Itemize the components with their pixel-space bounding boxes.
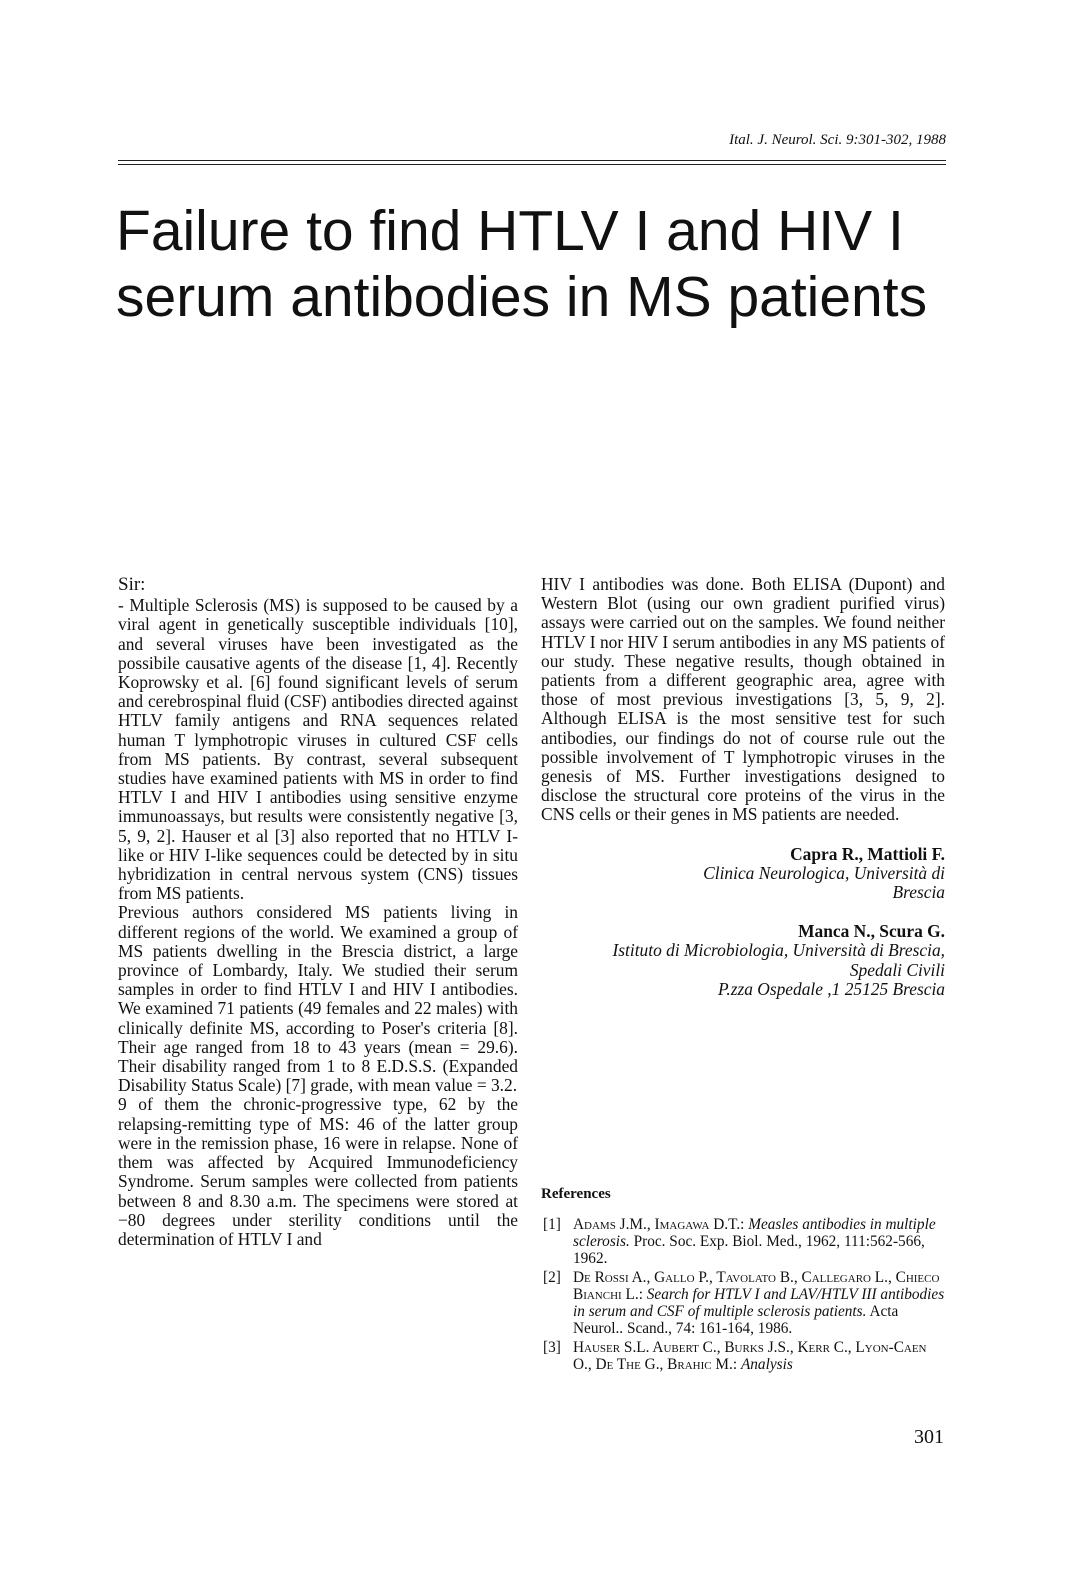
body-paragraph: - Multiple Sclerosis (MS) is supposed to be caused by a viral agent in genetically susceptible individuals [10], and several viruses have been investigated as the possibile causative agents of the disease [1, 4]. Recently Koprowsky et al. [6] found significant levels of serum and cerebrospinal fluid (CSF) antibodies directed against HTLV family antigens and RNA sequences related human T lymphotropic viruses in cultured CSF cells from MS patients. By contrast, several subsequent studies have examined patients with MS in order to find HTLV I and HIV I antibodies using sensitive enzyme immunoassays, but results were consistently negative [3, 5, 9, 2]. Hauser et al [3] also reported that no HTLV I-like or HIV I-like sequences could be detected by in situ hybridization in central nervous system (CNS) tissues from MS patients. xyxy=(118,595,518,904)
article-title: Failure to find HTLV I and HIV I serum antibodies in MS patients xyxy=(116,199,928,329)
body-column-right xyxy=(541,575,945,999)
reference-title: Search for HTLV I and LAV/HTLV III antibodies in serum and CSF of multiple sclerosis patients. xyxy=(573,1286,945,1320)
affiliation-line: Brescia xyxy=(892,882,945,903)
reference-source: Acta Neurol.. Scand., 74: 161-164, 1986. xyxy=(573,1303,899,1337)
reference-number: [2] xyxy=(543,1269,561,1286)
references-list xyxy=(541,1216,945,1375)
body-paragraph: Previous authors considered MS patients living in different regions of the world. We examined a group of MS patients dwelling in the Brescia district, a large province of Lombardy, Italy. We studied their serum samples in order to find HTLV I and HIV I antibodies. We examined 71 patients (49 females and 22 males) with clinically definite MS, according to Poser's criteria [8]. Their age ranged from 18 to 43 years (mean = 29.6). Their disability ranged from 1 to 8 E.D.S.S. (Expanded Disability Status Scale) [7] grade, with mean value = 3.2. xyxy=(118,902,518,1096)
header-rule-top xyxy=(118,160,946,161)
affiliation-line: P.zza Ospedale ,1 25125 Brescia xyxy=(717,978,945,999)
body-column-left xyxy=(118,575,518,1249)
reference-item xyxy=(541,1339,945,1373)
reference-source: Proc. Soc. Exp. Biol. Med., 1962, 111:562-566, 1962. xyxy=(573,1233,925,1267)
affiliation-line: Clinica Neurologica, Università di xyxy=(703,862,945,883)
page-number: 301 xyxy=(914,1426,944,1448)
signature-block-1 xyxy=(541,845,945,903)
author-names: Manca N., Scura G. xyxy=(798,921,945,942)
body-paragraph: 9 of them the chronic-progressive type, 62 by the relapsing-remitting type of MS: 46 of the latter group were in the remission phase, 16 were in relapse. None of them was affected by Acquired Immunodeficiency Syndrome. Serum samples were collected from patients between 8 and 8.30 a.m. The specimens were stored at −80 degrees under sterility conditions until the determination of HTLV I and xyxy=(118,1094,518,1249)
running-head: Ital. J. Neurol. Sci. 9:301-302, 1988 xyxy=(729,132,946,148)
affiliation-line: Spedali Civili xyxy=(849,959,945,980)
salutation: Sir: xyxy=(118,574,146,595)
reference-item xyxy=(541,1269,945,1337)
reference-number: [3] xyxy=(543,1339,561,1356)
header-rule-bottom xyxy=(118,164,946,165)
reference-authors: Adams J.M., Imagawa D.T.: xyxy=(573,1216,749,1233)
reference-title: Analysis xyxy=(740,1356,793,1373)
reference-authors: Hauser S.L. Aubert C., Burks J.S., Kerr C., Lyon-Caen O., De The G., Brahic M.: xyxy=(573,1339,927,1373)
affiliation-line: Istituto di Microbiologia, Università di Brescia, xyxy=(612,940,945,961)
references-heading: References xyxy=(541,1186,611,1202)
signature-block-2 xyxy=(541,922,945,999)
reference-title: Measles antibodies in multiple sclerosis. xyxy=(573,1216,936,1250)
reference-authors: De Rossi A., Gallo P., Tavolato B., Callegaro L., Chieco Bianchi L.: xyxy=(573,1269,940,1303)
reference-item xyxy=(541,1216,945,1267)
reference-number: [1] xyxy=(543,1216,561,1233)
author-names: Capra R., Mattioli F. xyxy=(790,843,945,864)
body-paragraph: HIV I antibodies was done. Both ELISA (Dupont) and Western Blot (using our own gradient purified virus) assays were carried out on the samples. We found neither HTLV I nor HIV I serum antibodies in any MS patients of our study. These negative results, though obtained in patients from a different geographic area, agree with those of most previous investigations [3, 5, 9, 2]. Although ELISA is the most sensitive test for such antibodies, our findings do not of course rule out the possible involvement of T lymphotropic viruses in the genesis of MS. Further investigations designed to disclose the structural core proteins of the virus in the CNS cells or their genes in MS patients are needed. xyxy=(541,574,945,825)
